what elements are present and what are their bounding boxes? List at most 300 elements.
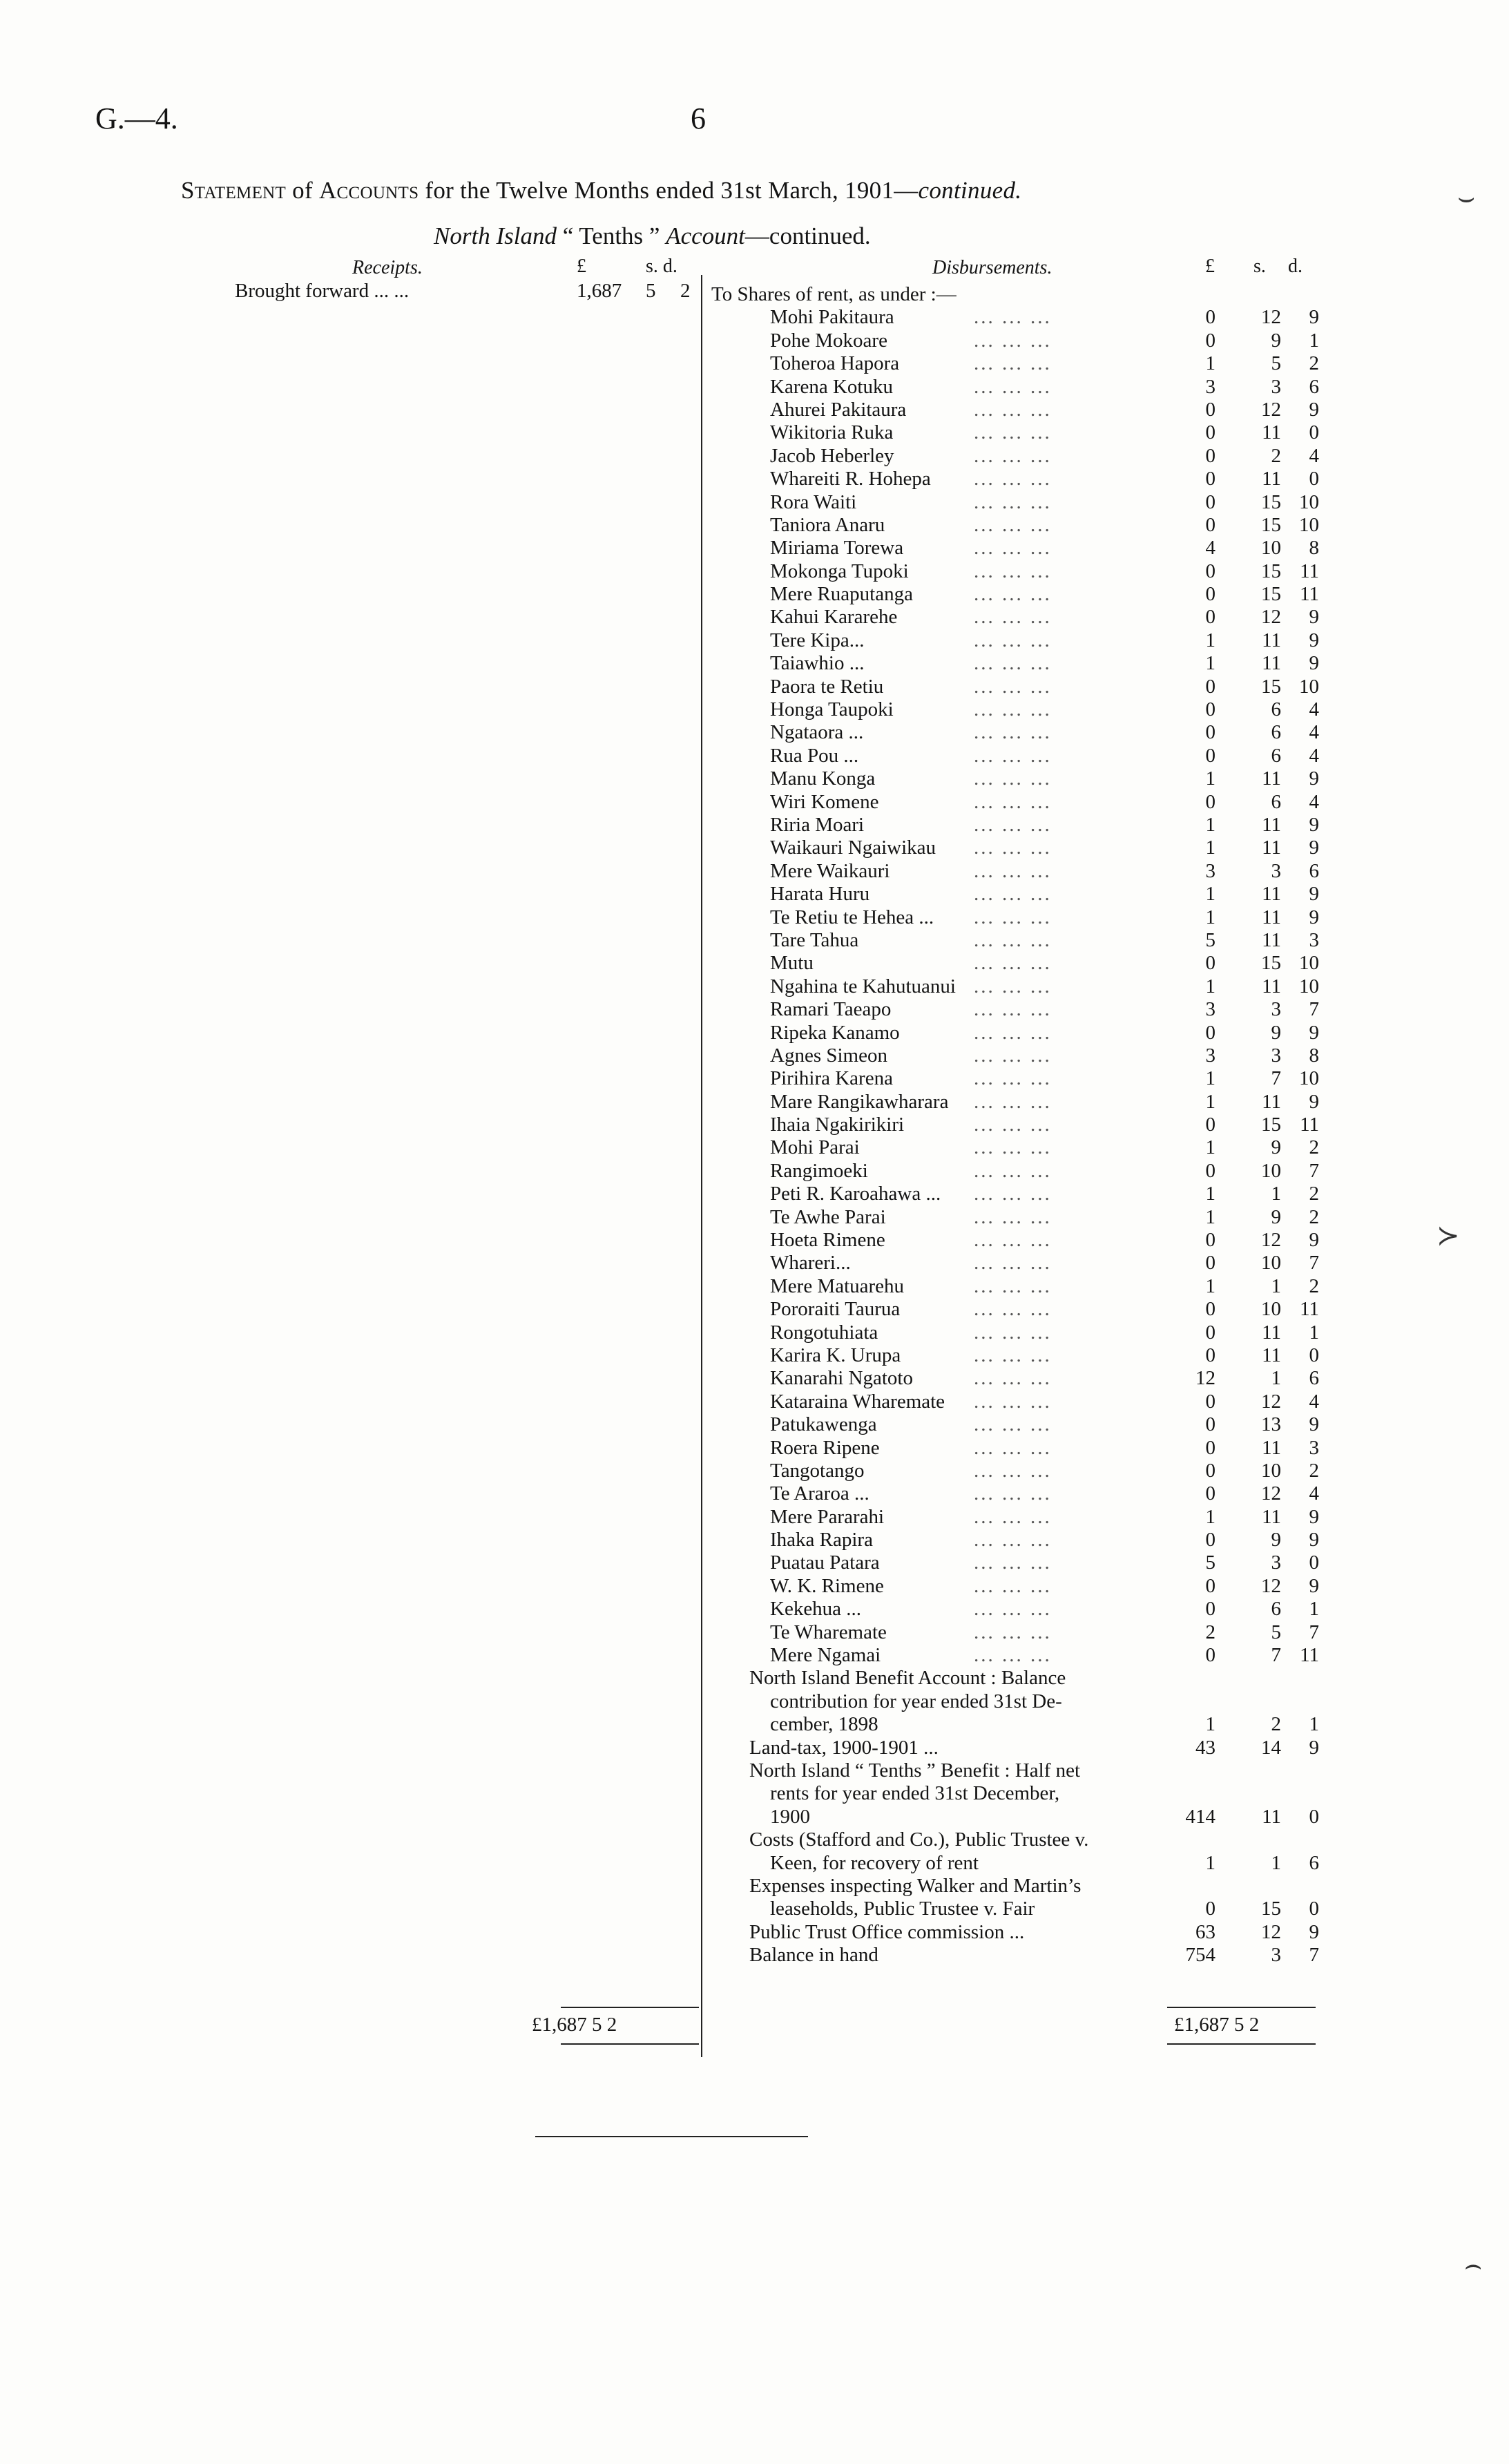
row-shillings: 10 bbox=[1261, 1298, 1281, 1321]
share-row bbox=[711, 791, 1319, 814]
column-divider bbox=[701, 275, 702, 2057]
row-shillings: 11 bbox=[1262, 468, 1281, 490]
row-label: Manu Konga bbox=[770, 767, 876, 790]
receipts-rule-top bbox=[561, 2007, 699, 2008]
row-label: Honga Taupoki bbox=[770, 698, 894, 721]
row-pence: 1 bbox=[1309, 329, 1319, 352]
row-shillings: 1 bbox=[1271, 1367, 1281, 1390]
row-shillings: 9 bbox=[1271, 1136, 1281, 1159]
disbursement-item-line bbox=[711, 1921, 1319, 1944]
row-label: Hoeta Rimene bbox=[770, 1229, 885, 1252]
leader-dots: ... ... ... bbox=[974, 560, 1052, 582]
row-pence: 10 bbox=[1299, 1067, 1319, 1090]
share-row bbox=[711, 629, 1319, 652]
row-label: Ripeka Kanamo bbox=[770, 1021, 900, 1044]
disbursement-item-line bbox=[711, 1875, 1319, 1898]
row-label: Miriama Torewa bbox=[770, 537, 904, 560]
row-label: leaseholds, Public Trustee v. Fair bbox=[770, 1898, 1035, 1920]
row-pounds: 0 bbox=[1205, 1021, 1215, 1044]
row-pounds: 1 bbox=[1205, 652, 1215, 675]
row-pounds: 1 bbox=[1205, 813, 1215, 836]
row-pounds: 0 bbox=[1205, 398, 1215, 421]
leader-dots: ... ... ... bbox=[974, 1390, 1052, 1413]
row-label: North Island “ Tenths ” Benefit : Half net bbox=[749, 1759, 1081, 1782]
row-shillings: 9 bbox=[1271, 1205, 1281, 1228]
row-pounds: 5 bbox=[1205, 928, 1215, 951]
leader-dots: ... ... ... bbox=[974, 629, 1052, 651]
leader-dots: ... ... ... bbox=[974, 583, 1052, 606]
share-row bbox=[711, 1229, 1319, 1252]
row-shillings: 3 bbox=[1271, 375, 1281, 398]
row-shillings: 3 bbox=[1271, 998, 1281, 1021]
share-row bbox=[711, 1298, 1319, 1321]
row-label: Te Wharemate bbox=[770, 1621, 887, 1643]
share-row bbox=[711, 468, 1319, 490]
row-label: Te Araroa ... bbox=[770, 1482, 869, 1505]
row-pence: 11 bbox=[1300, 1644, 1319, 1667]
subtitle-quoted: “ Tenths ” bbox=[556, 222, 666, 249]
disbursement-item-line bbox=[711, 1898, 1319, 1920]
share-row bbox=[711, 537, 1319, 560]
row-pence: 0 bbox=[1309, 468, 1319, 490]
row-label: Puatau Patara bbox=[770, 1551, 880, 1574]
disb-rule-top bbox=[1167, 2007, 1316, 2008]
row-shillings: 11 bbox=[1262, 1805, 1281, 1828]
row-shillings: 12 bbox=[1261, 398, 1281, 421]
row-shillings: 3 bbox=[1271, 1044, 1281, 1067]
row-label: Patukawenga bbox=[770, 1413, 877, 1436]
row-label: Ihaka Rapira bbox=[770, 1529, 873, 1551]
share-row bbox=[711, 1391, 1319, 1413]
row-pence: 10 bbox=[1299, 975, 1319, 997]
row-pence: 7 bbox=[1309, 1621, 1319, 1643]
disbursement-item-line bbox=[711, 1944, 1319, 1967]
leader-dots: ... ... ... bbox=[974, 1159, 1052, 1182]
row-pounds: 0 bbox=[1205, 583, 1215, 606]
row-shillings: 10 bbox=[1261, 1252, 1281, 1274]
row-pence: 9 bbox=[1309, 398, 1319, 421]
share-row bbox=[711, 652, 1319, 675]
title-accounts: Accounts bbox=[318, 177, 419, 204]
row-pence: 9 bbox=[1309, 606, 1319, 629]
row-shillings: 12 bbox=[1261, 1390, 1281, 1413]
row-pounds: 1 bbox=[1205, 629, 1215, 651]
row-label: cember, 1898 bbox=[770, 1713, 878, 1736]
leader-dots: ... ... ... bbox=[974, 421, 1052, 444]
leader-dots: ... ... ... bbox=[974, 306, 1052, 329]
row-shillings: 11 bbox=[1262, 975, 1281, 997]
share-row bbox=[711, 906, 1319, 929]
share-row bbox=[711, 1091, 1319, 1114]
row-pounds: 1 bbox=[1205, 352, 1215, 375]
row-pounds: 0 bbox=[1205, 1459, 1215, 1482]
row-pence: 3 bbox=[1309, 1436, 1319, 1459]
row-label: Expenses inspecting Walker and Martin’s bbox=[749, 1874, 1082, 1897]
row-label: Paora te Retiu bbox=[770, 675, 884, 698]
row-shillings: 15 bbox=[1261, 1114, 1281, 1136]
row-pence: 9 bbox=[1309, 906, 1319, 928]
row-shillings: 11 bbox=[1262, 1505, 1281, 1528]
row-pence: 4 bbox=[1309, 721, 1319, 744]
row-label: Rora Waiti bbox=[770, 490, 857, 513]
row-pounds: 0 bbox=[1205, 744, 1215, 767]
leader-dots: ... ... ... bbox=[974, 813, 1052, 836]
row-pounds: 4 bbox=[1205, 537, 1215, 560]
statement-title bbox=[181, 177, 1021, 204]
share-row bbox=[711, 837, 1319, 859]
row-pence: 7 bbox=[1309, 1944, 1319, 1967]
row-shillings: 7 bbox=[1271, 1067, 1281, 1090]
disbursements-heading: Disbursements. bbox=[932, 257, 1053, 278]
row-pence: 9 bbox=[1309, 883, 1319, 906]
row-shillings: 10 bbox=[1261, 1159, 1281, 1182]
row-pounds: 0 bbox=[1205, 421, 1215, 444]
row-label: Wiri Komene bbox=[770, 790, 879, 813]
leader-dots: ... ... ... bbox=[974, 883, 1052, 906]
row-pounds: 0 bbox=[1205, 1482, 1215, 1505]
row-shillings: 9 bbox=[1271, 1529, 1281, 1551]
row-label: Rangimoeki bbox=[770, 1159, 868, 1182]
row-pence: 0 bbox=[1309, 1551, 1319, 1574]
row-pence: 1 bbox=[1309, 1598, 1319, 1621]
share-row bbox=[711, 1529, 1319, 1551]
receipts-heading: Receipts. bbox=[352, 257, 423, 278]
row-pence: 9 bbox=[1309, 1920, 1319, 1943]
row-label: Keen, for recovery of rent bbox=[770, 1851, 979, 1874]
leader-dots: ... ... ... bbox=[974, 652, 1052, 675]
share-row bbox=[711, 352, 1319, 375]
leader-dots: ... ... ... bbox=[974, 744, 1052, 767]
leader-dots: ... ... ... bbox=[974, 490, 1052, 513]
row-pounds: 0 bbox=[1205, 952, 1215, 975]
row-shillings: 10 bbox=[1261, 1459, 1281, 1482]
margin-scribble-mid: ≻ bbox=[1436, 1220, 1460, 1251]
leader-dots: ... ... ... bbox=[974, 1090, 1052, 1113]
row-shillings: 3 bbox=[1271, 1944, 1281, 1967]
row-label: Rua Pou ... bbox=[770, 744, 859, 767]
row-pounds: 1 bbox=[1205, 1205, 1215, 1228]
row-label: Te Awhe Parai bbox=[770, 1205, 886, 1228]
row-pounds: 1 bbox=[1205, 1183, 1215, 1205]
share-row bbox=[711, 860, 1319, 883]
leader-dots: ... ... ... bbox=[974, 1044, 1052, 1067]
account-subtitle bbox=[434, 222, 871, 250]
row-pence: 10 bbox=[1299, 513, 1319, 536]
row-pence: 9 bbox=[1309, 813, 1319, 836]
leader-dots: ... ... ... bbox=[974, 444, 1052, 467]
row-pence: 4 bbox=[1309, 1390, 1319, 1413]
share-row bbox=[711, 1460, 1319, 1482]
row-pounds: 0 bbox=[1205, 560, 1215, 582]
row-shillings: 6 bbox=[1271, 744, 1281, 767]
leader-dots: ... ... ... bbox=[974, 721, 1052, 744]
share-row bbox=[711, 514, 1319, 537]
row-label: Balance in hand bbox=[749, 1944, 878, 1967]
leader-dots: ... ... ... bbox=[974, 998, 1052, 1021]
row-label: Whareiti R. Hohepa bbox=[770, 468, 931, 490]
row-label: Tangotango bbox=[770, 1459, 865, 1482]
row-pounds: 1 bbox=[1205, 906, 1215, 928]
share-row bbox=[711, 583, 1319, 606]
row-pence: 1 bbox=[1309, 1713, 1319, 1736]
row-label: Pororaiti Taurua bbox=[770, 1298, 901, 1321]
row-label: Rongotuhiata bbox=[770, 1321, 878, 1344]
row-pounds: 0 bbox=[1205, 513, 1215, 536]
leader-dots: ... ... ... bbox=[974, 952, 1052, 975]
title-of: of bbox=[286, 177, 319, 204]
row-label: Te Retiu te Hehea ... bbox=[770, 906, 934, 928]
receipts-total: £1,687 5 2 bbox=[532, 2014, 617, 2036]
row-label: Riria Moari bbox=[770, 813, 865, 836]
row-pence: 9 bbox=[1309, 767, 1319, 790]
row-label: Costs (Stafford and Co.), Public Trustee v. bbox=[749, 1828, 1089, 1851]
share-row bbox=[711, 767, 1319, 790]
share-row bbox=[711, 491, 1319, 514]
row-shillings: 5 bbox=[1271, 352, 1281, 375]
row-pounds: 0 bbox=[1205, 1252, 1215, 1274]
row-label: Kekehua ... bbox=[770, 1598, 862, 1621]
share-row bbox=[711, 1206, 1319, 1229]
row-pounds: 0 bbox=[1205, 1390, 1215, 1413]
margin-scribble-top: ⌣ bbox=[1457, 182, 1476, 213]
share-row bbox=[711, 1067, 1319, 1090]
footer-rule bbox=[535, 2136, 808, 2137]
row-shillings: 5 bbox=[1271, 1621, 1281, 1643]
row-label: Mere Waikauri bbox=[770, 859, 890, 882]
share-row bbox=[711, 1321, 1319, 1344]
disbursement-item-line bbox=[711, 1713, 1319, 1736]
shares-list bbox=[711, 306, 1319, 1667]
row-shillings: 15 bbox=[1261, 513, 1281, 536]
row-pence: 4 bbox=[1309, 444, 1319, 467]
leader-dots: ... ... ... bbox=[974, 468, 1052, 490]
row-pence: 11 bbox=[1300, 560, 1319, 582]
row-label: Mere Ruaputanga bbox=[770, 583, 913, 606]
row-pence: 6 bbox=[1309, 1851, 1319, 1874]
receipts-pounds-head: £ bbox=[577, 256, 586, 277]
row-shillings: 11 bbox=[1262, 1436, 1281, 1459]
row-label: Ngahina te Kahutuanui bbox=[770, 975, 956, 997]
row-pounds: 1 bbox=[1205, 1067, 1215, 1090]
row-pence: 8 bbox=[1309, 1044, 1319, 1067]
row-label: contribution for year ended 31st De- bbox=[770, 1690, 1062, 1712]
row-label: Pohe Mokoare bbox=[770, 329, 887, 352]
brought-forward-d: 2 bbox=[680, 280, 691, 302]
share-row bbox=[711, 1344, 1319, 1367]
share-row bbox=[711, 975, 1319, 998]
row-shillings: 12 bbox=[1261, 606, 1281, 629]
disb-d-head: d. bbox=[1288, 256, 1303, 277]
share-row bbox=[711, 1114, 1319, 1136]
row-pounds: 0 bbox=[1205, 1344, 1215, 1366]
row-pence: 7 bbox=[1309, 1252, 1319, 1274]
other-items-list bbox=[711, 1667, 1319, 1967]
brought-forward-s: 5 bbox=[646, 280, 656, 302]
row-label: Agnes Simeon bbox=[770, 1044, 887, 1067]
row-pounds: 0 bbox=[1205, 490, 1215, 513]
share-row bbox=[711, 929, 1319, 952]
row-shillings: 1 bbox=[1271, 1183, 1281, 1205]
share-row bbox=[711, 1022, 1319, 1044]
row-label: Whareri... bbox=[770, 1252, 851, 1274]
share-row bbox=[711, 676, 1319, 698]
row-shillings: 11 bbox=[1262, 767, 1281, 790]
row-label: Kanarahi Ngatoto bbox=[770, 1367, 913, 1390]
disb-rule-bottom bbox=[1167, 2043, 1316, 2045]
row-pounds: 0 bbox=[1205, 675, 1215, 698]
row-label: North Island Benefit Account : Balance bbox=[749, 1667, 1066, 1690]
leader-dots: ... ... ... bbox=[974, 1114, 1052, 1136]
row-label: Taiawhio ... bbox=[770, 652, 865, 675]
share-row bbox=[711, 998, 1319, 1021]
row-shillings: 11 bbox=[1262, 813, 1281, 836]
row-shillings: 6 bbox=[1271, 790, 1281, 813]
row-pounds: 1 bbox=[1205, 883, 1215, 906]
row-shillings: 15 bbox=[1261, 675, 1281, 698]
row-label: Pirihira Karena bbox=[770, 1067, 893, 1090]
row-pounds: 0 bbox=[1205, 1529, 1215, 1551]
leader-dots: ... ... ... bbox=[974, 1229, 1052, 1252]
disbursement-item-line bbox=[711, 1759, 1319, 1782]
row-pence: 9 bbox=[1309, 1229, 1319, 1252]
row-label: Peti R. Karoahawa ... bbox=[770, 1183, 941, 1205]
leader-dots: ... ... ... bbox=[974, 375, 1052, 398]
row-pounds: 0 bbox=[1205, 1436, 1215, 1459]
row-label: Tare Tahua bbox=[770, 928, 859, 951]
share-row bbox=[711, 1252, 1319, 1274]
row-pence: 0 bbox=[1309, 1898, 1319, 1920]
row-pounds: 1 bbox=[1205, 1851, 1215, 1874]
row-shillings: 6 bbox=[1271, 721, 1281, 744]
row-pence: 9 bbox=[1309, 306, 1319, 329]
row-shillings: 6 bbox=[1271, 1598, 1281, 1621]
row-pounds: 0 bbox=[1205, 468, 1215, 490]
row-shillings: 11 bbox=[1262, 1321, 1281, 1344]
row-shillings: 15 bbox=[1261, 560, 1281, 582]
leader-dots: ... ... ... bbox=[974, 352, 1052, 375]
row-pence: 7 bbox=[1309, 998, 1319, 1021]
row-label: Mere Ngamai bbox=[770, 1644, 881, 1667]
row-label: Mohi Parai bbox=[770, 1136, 860, 1159]
row-label: Land-tax, 1900-1901 ... bbox=[749, 1736, 939, 1759]
leader-dots: ... ... ... bbox=[974, 859, 1052, 882]
row-pence: 2 bbox=[1309, 1136, 1319, 1159]
row-pence: 0 bbox=[1309, 421, 1319, 444]
leader-dots: ... ... ... bbox=[974, 1574, 1052, 1597]
share-row bbox=[711, 1575, 1319, 1598]
disbursement-rows bbox=[711, 283, 1319, 1967]
leader-dots: ... ... ... bbox=[974, 1205, 1052, 1228]
row-pence: 10 bbox=[1299, 490, 1319, 513]
row-label: Mere Matuarehu bbox=[770, 1274, 905, 1297]
row-label: Mokonga Tupoki bbox=[770, 560, 909, 582]
share-row bbox=[711, 1413, 1319, 1436]
share-row bbox=[711, 1160, 1319, 1183]
row-shillings: 3 bbox=[1271, 859, 1281, 882]
page-number: 6 bbox=[691, 102, 706, 135]
disbursement-item-line bbox=[711, 1690, 1319, 1713]
row-shillings: 12 bbox=[1261, 1229, 1281, 1252]
share-row bbox=[711, 1551, 1319, 1574]
row-shillings: 11 bbox=[1262, 1344, 1281, 1366]
row-shillings: 7 bbox=[1271, 1644, 1281, 1667]
leader-dots: ... ... ... bbox=[974, 329, 1052, 352]
share-row bbox=[711, 1644, 1319, 1667]
share-row bbox=[711, 1367, 1319, 1390]
row-shillings: 1 bbox=[1271, 1851, 1281, 1874]
row-shillings: 12 bbox=[1261, 306, 1281, 329]
leader-dots: ... ... ... bbox=[974, 790, 1052, 813]
row-label: Kahui Kararehe bbox=[770, 606, 898, 629]
leader-dots: ... ... ... bbox=[974, 1136, 1052, 1159]
leader-dots: ... ... ... bbox=[974, 1505, 1052, 1528]
title-rest: for the Twelve Months ended 31st March, 1901— bbox=[419, 177, 919, 204]
row-label: Toheroa Hapora bbox=[770, 352, 900, 375]
disbursement-item-line bbox=[711, 1737, 1319, 1759]
share-row bbox=[711, 1183, 1319, 1205]
disbursement-item-line bbox=[711, 1782, 1319, 1805]
row-shillings: 12 bbox=[1261, 1574, 1281, 1597]
row-pounds: 0 bbox=[1205, 606, 1215, 629]
row-shillings: 2 bbox=[1271, 444, 1281, 467]
row-shillings: 1 bbox=[1271, 1274, 1281, 1297]
row-shillings: 12 bbox=[1261, 1482, 1281, 1505]
subtitle-a: North Island bbox=[434, 222, 557, 249]
row-pence: 4 bbox=[1309, 1482, 1319, 1505]
row-pence: 6 bbox=[1309, 1367, 1319, 1390]
disb-pounds-head: £ bbox=[1205, 256, 1215, 277]
row-shillings: 11 bbox=[1262, 837, 1281, 859]
row-label: Waikauri Ngaiwikau bbox=[770, 837, 936, 859]
row-label: Karena Kotuku bbox=[770, 375, 893, 398]
row-pence: 9 bbox=[1309, 837, 1319, 859]
row-pence: 2 bbox=[1309, 1183, 1319, 1205]
row-pence: 10 bbox=[1299, 952, 1319, 975]
share-row bbox=[711, 1437, 1319, 1460]
row-pence: 11 bbox=[1300, 1298, 1319, 1321]
row-label: W. K. Rimene bbox=[770, 1574, 884, 1597]
row-pounds: 1 bbox=[1205, 837, 1215, 859]
disbursement-item-line bbox=[711, 1852, 1319, 1875]
row-label: rents for year ended 31st December, bbox=[770, 1782, 1060, 1805]
brought-forward-pounds: 1,687 bbox=[577, 280, 622, 302]
share-row bbox=[711, 745, 1319, 767]
row-pence: 3 bbox=[1309, 928, 1319, 951]
row-pence: 9 bbox=[1309, 1413, 1319, 1436]
row-pounds: 0 bbox=[1205, 1298, 1215, 1321]
disbursement-item-line bbox=[711, 1667, 1319, 1690]
share-row bbox=[711, 1506, 1319, 1529]
row-label: Taniora Anaru bbox=[770, 513, 885, 536]
row-pounds: 0 bbox=[1205, 1413, 1215, 1436]
row-pence: 0 bbox=[1309, 1344, 1319, 1366]
row-shillings: 14 bbox=[1261, 1736, 1281, 1759]
leader-dots: ... ... ... bbox=[974, 698, 1052, 721]
row-label: Karira K. Urupa bbox=[770, 1344, 901, 1366]
leader-dots: ... ... ... bbox=[974, 1644, 1052, 1667]
disbursement-intro: To Shares of rent, as under :— bbox=[711, 283, 957, 305]
row-label: Jacob Heberley bbox=[770, 444, 894, 467]
row-pence: 6 bbox=[1309, 859, 1319, 882]
row-pounds: 0 bbox=[1205, 1574, 1215, 1597]
title-continued: continued. bbox=[918, 177, 1022, 204]
row-label: Mere Pararahi bbox=[770, 1505, 885, 1528]
row-pounds: 0 bbox=[1205, 698, 1215, 721]
leader-dots: ... ... ... bbox=[974, 1321, 1052, 1344]
share-row bbox=[711, 814, 1319, 837]
row-label: Kataraina Wharemate bbox=[770, 1390, 945, 1413]
row-pounds: 3 bbox=[1205, 859, 1215, 882]
